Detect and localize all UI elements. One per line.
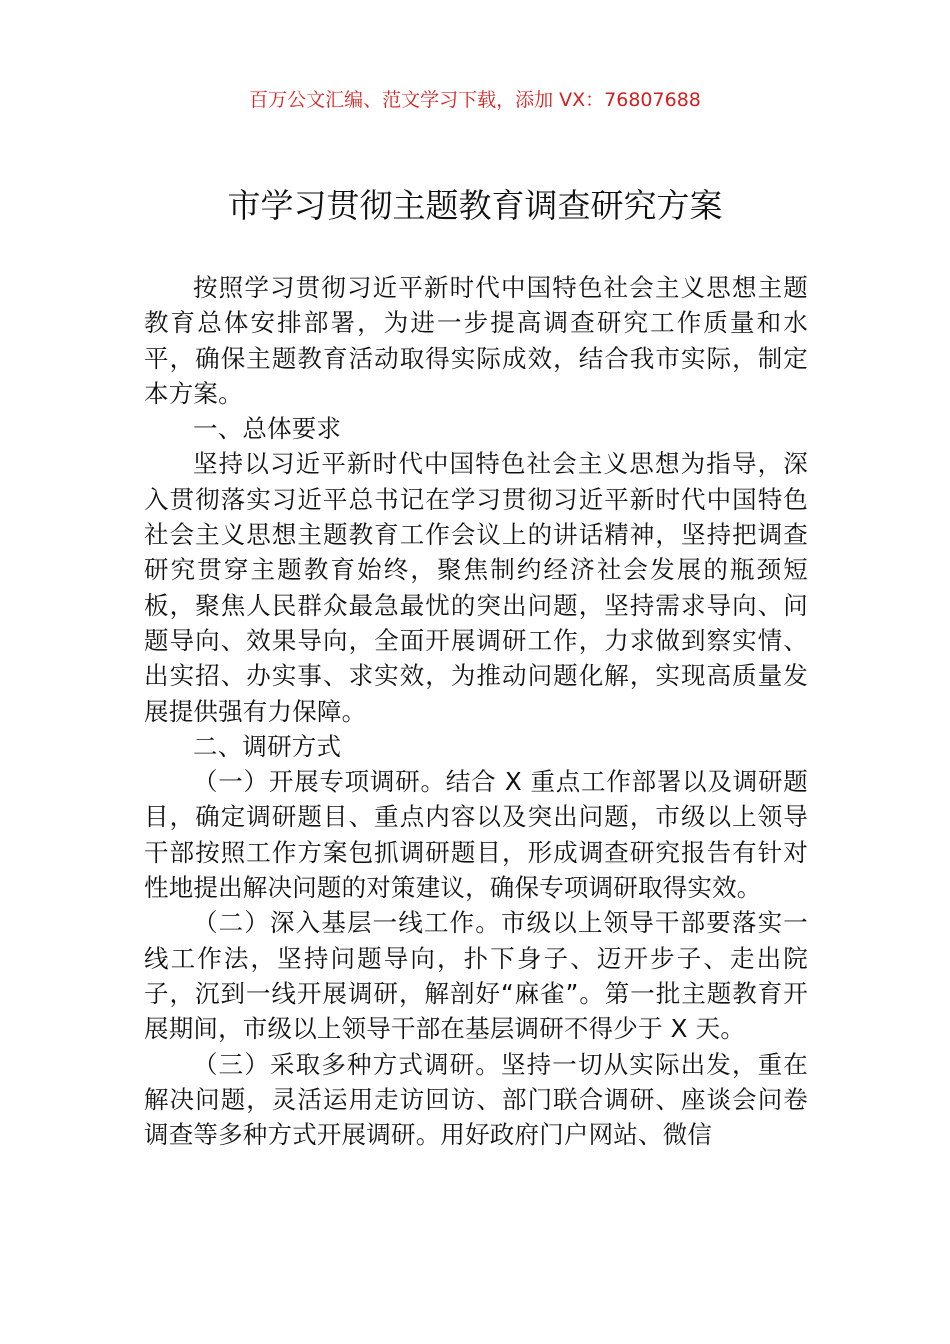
subsection-3-paragraph: （三）采取多种方式调研。坚持一切从实际出发，重在解决问题，灵活运用走访回访、部门联合调研、座谈会问卷调查等多种方式开展调研。用好政府门户网站、微信 <box>144 1049 808 1150</box>
section-heading-1: 一、总体要求 <box>193 414 342 444</box>
intro-paragraph: 按照学习贯彻习近平新时代中国特色社会主义思想主题教育总体安排部署，为进一步提高调查研究工作质量和水平，确保主题教育活动取得实际成效，结合我市实际，制定本方案。 <box>144 273 808 408</box>
section-heading-2: 二、调研方式 <box>193 731 342 761</box>
subsection-2-paragraph: （二）深入基层一线工作。市级以上领导干部要落实一线工作法，坚持问题导向，扑下身子、迈开步子、走出院子，沉到一线开展调研，解剖好“麻雀”。第一批主题教育开展期间，市级以上领导干部在基层调研不得少于 X 天。 <box>144 908 808 1044</box>
watermark-header: 百万公文汇编、范文学习下载，添加 VX：76807688 <box>249 89 701 111</box>
subsection-1-paragraph: （一）开展专项调研。结合 X 重点工作部署以及调研题目，确定调研题目、重点内容以及突出问题，市级以上领导干部按照工作方案包抓调研题目，形成调查研究报告有针对性地提出解决问题的对策建议，确保专项调研取得实效。 <box>144 767 808 903</box>
document-body <box>144 270 808 1152</box>
document-title: 市学习贯彻主题教育调查研究方案 <box>227 186 723 225</box>
section-1-paragraph: 坚持以习近平新时代中国特色社会主义思想为指导，深入贯彻落实习近平总书记在学习贯彻习近平新时代中国特色社会主义思想主题教育工作会议上的讲话精神，坚持把调查研究贯穿主题教育始终，聚焦制约经济社会发展的瓶颈短板，聚焦人民群众最急最忧的突出问题，坚持需求导向、问题导向、效果导向，全面开展调研工作，力求做到察实情、出实招、办实事、求实效，为推动问题化解，实现高质量发展提供强有力保障。 <box>144 449 808 726</box>
